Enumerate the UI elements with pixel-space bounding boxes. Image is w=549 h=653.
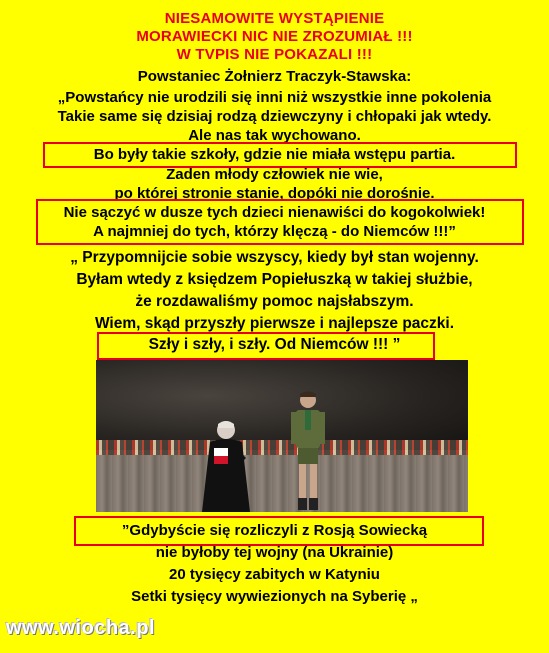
quote1-line-6: po której stronie stanie, dopóki nie dorośnie. bbox=[114, 185, 435, 202]
quote3-line-4: Setki tysięcy wywiezionych na Syberię „ bbox=[131, 588, 418, 605]
photo-monument-wall bbox=[96, 360, 468, 450]
quote3-line-1: ”Gdybyście się rozliczyli z Rosją Sowiecką bbox=[121, 522, 428, 539]
watermark-text: www.wiocha.pl bbox=[6, 617, 156, 639]
highlight-box-schools bbox=[43, 142, 517, 168]
quote2-line-1: „ Przypomnijcie sobie wszyscy, kiedy był stan wojenny. bbox=[70, 249, 479, 266]
quote1-line-1: „Powstańcy nie urodzili się inni niż wszystkie inne pokolenia bbox=[57, 89, 492, 106]
quote1-line-4: Bo były takie szkoły, gdzie nie miała wstępu partia. bbox=[93, 146, 456, 163]
quote2-line-4: Wiem, skąd przyszły pierwsze i najlepsze paczki. bbox=[94, 315, 455, 332]
quote3-line-2: nie byłoby tej wojny (na Ukrainie) bbox=[155, 544, 394, 561]
highlight-box-russia bbox=[74, 516, 484, 546]
quote1-line-7: Nie sączyć w dusze tych dzieci nienawiści do kogokolwiek! bbox=[63, 204, 486, 221]
photo-scout-figure bbox=[288, 390, 328, 512]
headline-line-3: W TVPIS NIE POKAZALI !!! bbox=[176, 46, 373, 63]
photo-ground bbox=[96, 455, 468, 512]
quote2-line-2: Byłam wtedy z księdzem Popiełuszką w takiej służbie, bbox=[76, 271, 473, 288]
photo-veteran-and-scout bbox=[96, 360, 468, 512]
headline-line-2: MORAWIECKI NIC NIE ZROZUMIAŁ !!! bbox=[136, 28, 413, 45]
quote1-line-3: Ale nas tak wychowano. bbox=[188, 127, 361, 144]
photo-woman-figure bbox=[196, 418, 256, 512]
speaker-name: Powstaniec Żołnierz Traczyk-Stawska: bbox=[137, 68, 412, 85]
quote1-line-8: A najmniej do tych, którzy klęczą - do Niemców !!!” bbox=[93, 223, 456, 240]
quote3-line-3: 20 tysięcy zabitych w Katyniu bbox=[169, 566, 380, 583]
highlight-box-hatred bbox=[36, 199, 524, 245]
headline-line-1: NIESAMOWITE WYSTĄPIENIE bbox=[164, 10, 385, 27]
highlight-box-germans bbox=[97, 332, 435, 360]
quote1-line-2: Takie same się dzisiaj rodzą dziewczyny i chłopaki jak wtedy. bbox=[57, 108, 492, 125]
quote2-line-3: że rozdawaliśmy pomoc najsłabszym. bbox=[135, 293, 414, 310]
quote2-line-5: Szły i szły, i szły. Od Niemców !!! ” bbox=[148, 336, 401, 353]
quote1-line-5: Żaden młody człowiek nie wie, bbox=[166, 166, 383, 183]
